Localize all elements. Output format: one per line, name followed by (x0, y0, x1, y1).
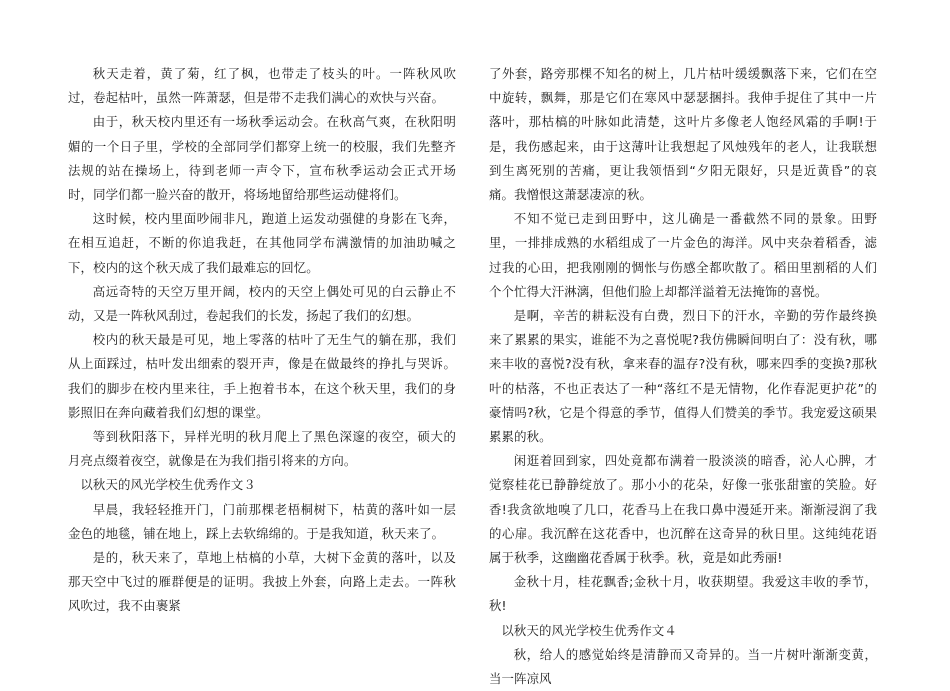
paragraph: 闲逛着回到家，四处竟都布满着一股淡淡的暗香，沁人心脾，才觉察桂花已静静绽放了。那小小的花朵，好像一张张甜蜜的笑脸。好香!我贪欲地嗅了几口，花香马上在我口鼻中漫延开来。渐渐浸润了我的心扉。我沉醉在这花香中，也沉醉在这奇异的秋日里。这纯纯花语属于秋季，这幽幽花香属于秋季。秋，竟是如此秀丽! (489, 453, 877, 566)
paragraph: 校内的秋天最是可见，地上零落的枯叶了无生气的躺在那，我们从上面踩过，枯叶发出细索的裂开声，像是在做最终的挣扎与哭诉。我们的脚步在校内里来往，手上抱着书本，在这个秋天里，我们的身影照旧在奔向藏着我们幻想的课堂。 (68, 332, 456, 420)
paragraph: 等到秋阳落下，异样光明的秋月爬上了黑色深邃的夜空，硕大的月亮点缀着夜空，就像是在为我们指引将来的方向。 (68, 429, 456, 469)
left-column (68, 62, 456, 619)
paragraph: 由于，秋天校内里还有一场秋季运动会。在秋高气爽，在秋阳明媚的一个日子里，学校的全部同学们都穿上统一的校服，我们先整齐法规的站在操场上，待到老师一声令下，宣布秋季运动会正式开场时，同学们都一脸兴奋的散开，将场地留给那些运动健将们。 (68, 114, 456, 203)
paragraph: 了外套，路旁那棵不知名的树上，几片枯叶缓缓飘落下来，它们在空中旋转，飘舞，那是它们在寒风中瑟瑟捆抖。我伸手捉住了其中一片落叶，那枯槁的叶脉如此清楚，这叶片多像老人饱经风霜的手啊!于是，我伤感起来，由于这薄叶让我想起了风烛残年的老人，让我联想到生离死别的苦痛，更让我领悟到“夕阳无限好，只是近黄昏”的哀痛。我憎恨这萧瑟凄凉的秋。 (489, 66, 877, 203)
paragraph: 早晨，我轻轻推开门，门前那棵老梧桐树下，枯黄的落叶如一层金色的地毯，铺在地上，踩上去软绵绵的。于是我知道，秋天来了。 (68, 501, 456, 541)
paragraph: 这时候，校内里面吵闹非凡，跑道上运发动强健的身影在飞奔，在相互追赶，不断的你追我赶，在其他同学布满激情的加油助喊之下，校内的这个秋天成了我们最难忘的回忆。 (68, 211, 456, 275)
paragraph: 金秋十月，桂花飘香;金秋十月，收获期望。我爱这丰收的季节，秋! (489, 574, 877, 614)
paragraph: 是的，秋天来了，草地上枯槁的小草，大树下金黄的落叶，以及那天空中飞过的雁群便是的证明。我披上外套，向路上走去。一阵秋风吹过，我不由裹紧 (68, 550, 456, 614)
paragraph: 不知不觉已走到田野中，这儿确是一番截然不同的景象。田野里，一排排成熟的水稻组成了一片金色的海洋。风中夹杂着稻香，滤过我的心田，把我刚刚的惆怅与伤感全都吹散了。稻田里割稻的人们个个忙得大汗淋漓，但他们脸上却都洋溢着无法掩饰的喜悦。 (489, 211, 877, 299)
paragraph: 高远奇特的天空万里开阔，校内的天空上偶处可见的白云静止不动，又是一阵秋风刮过，卷起我们的长发，扬起了我们的幻想。 (68, 283, 456, 324)
paragraph: 秋，给人的感觉始终是清静而又奇异的。当一片树叶渐渐变黄，当一阵凉风 (489, 646, 877, 687)
paragraph: 是啊，辛苦的耕耘没有白费，烈日下的汗水，辛勤的劳作最终换来了累累的果实，谁能不为之喜悦呢?我仿佛瞬间明白了：没有秋，哪来丰收的喜悦?没有秋，拿来春的温存?没有秋，哪来四季的变换?那秋叶的枯落，不也正表达了一种“落红不是无情物，化作春泥更护花”的豪情吗?秋，它是个得意的季节，值得人们赞美的季节。我宠爱这硕果累累的秋。 (489, 308, 877, 445)
essay-title: 以秋天的风光学校生优秀作文３ (80, 477, 256, 493)
right-column (489, 62, 877, 691)
paragraph: 秋天走着，黄了菊，红了枫，也带走了枝头的叶。一阵秋风吹过，卷起枯叶，虽然一阵萧瑟，但是带不走我们满心的欢快与兴奋。 (68, 66, 456, 106)
essay-title: 以秋天的风光学校生优秀作文４ (501, 622, 677, 638)
